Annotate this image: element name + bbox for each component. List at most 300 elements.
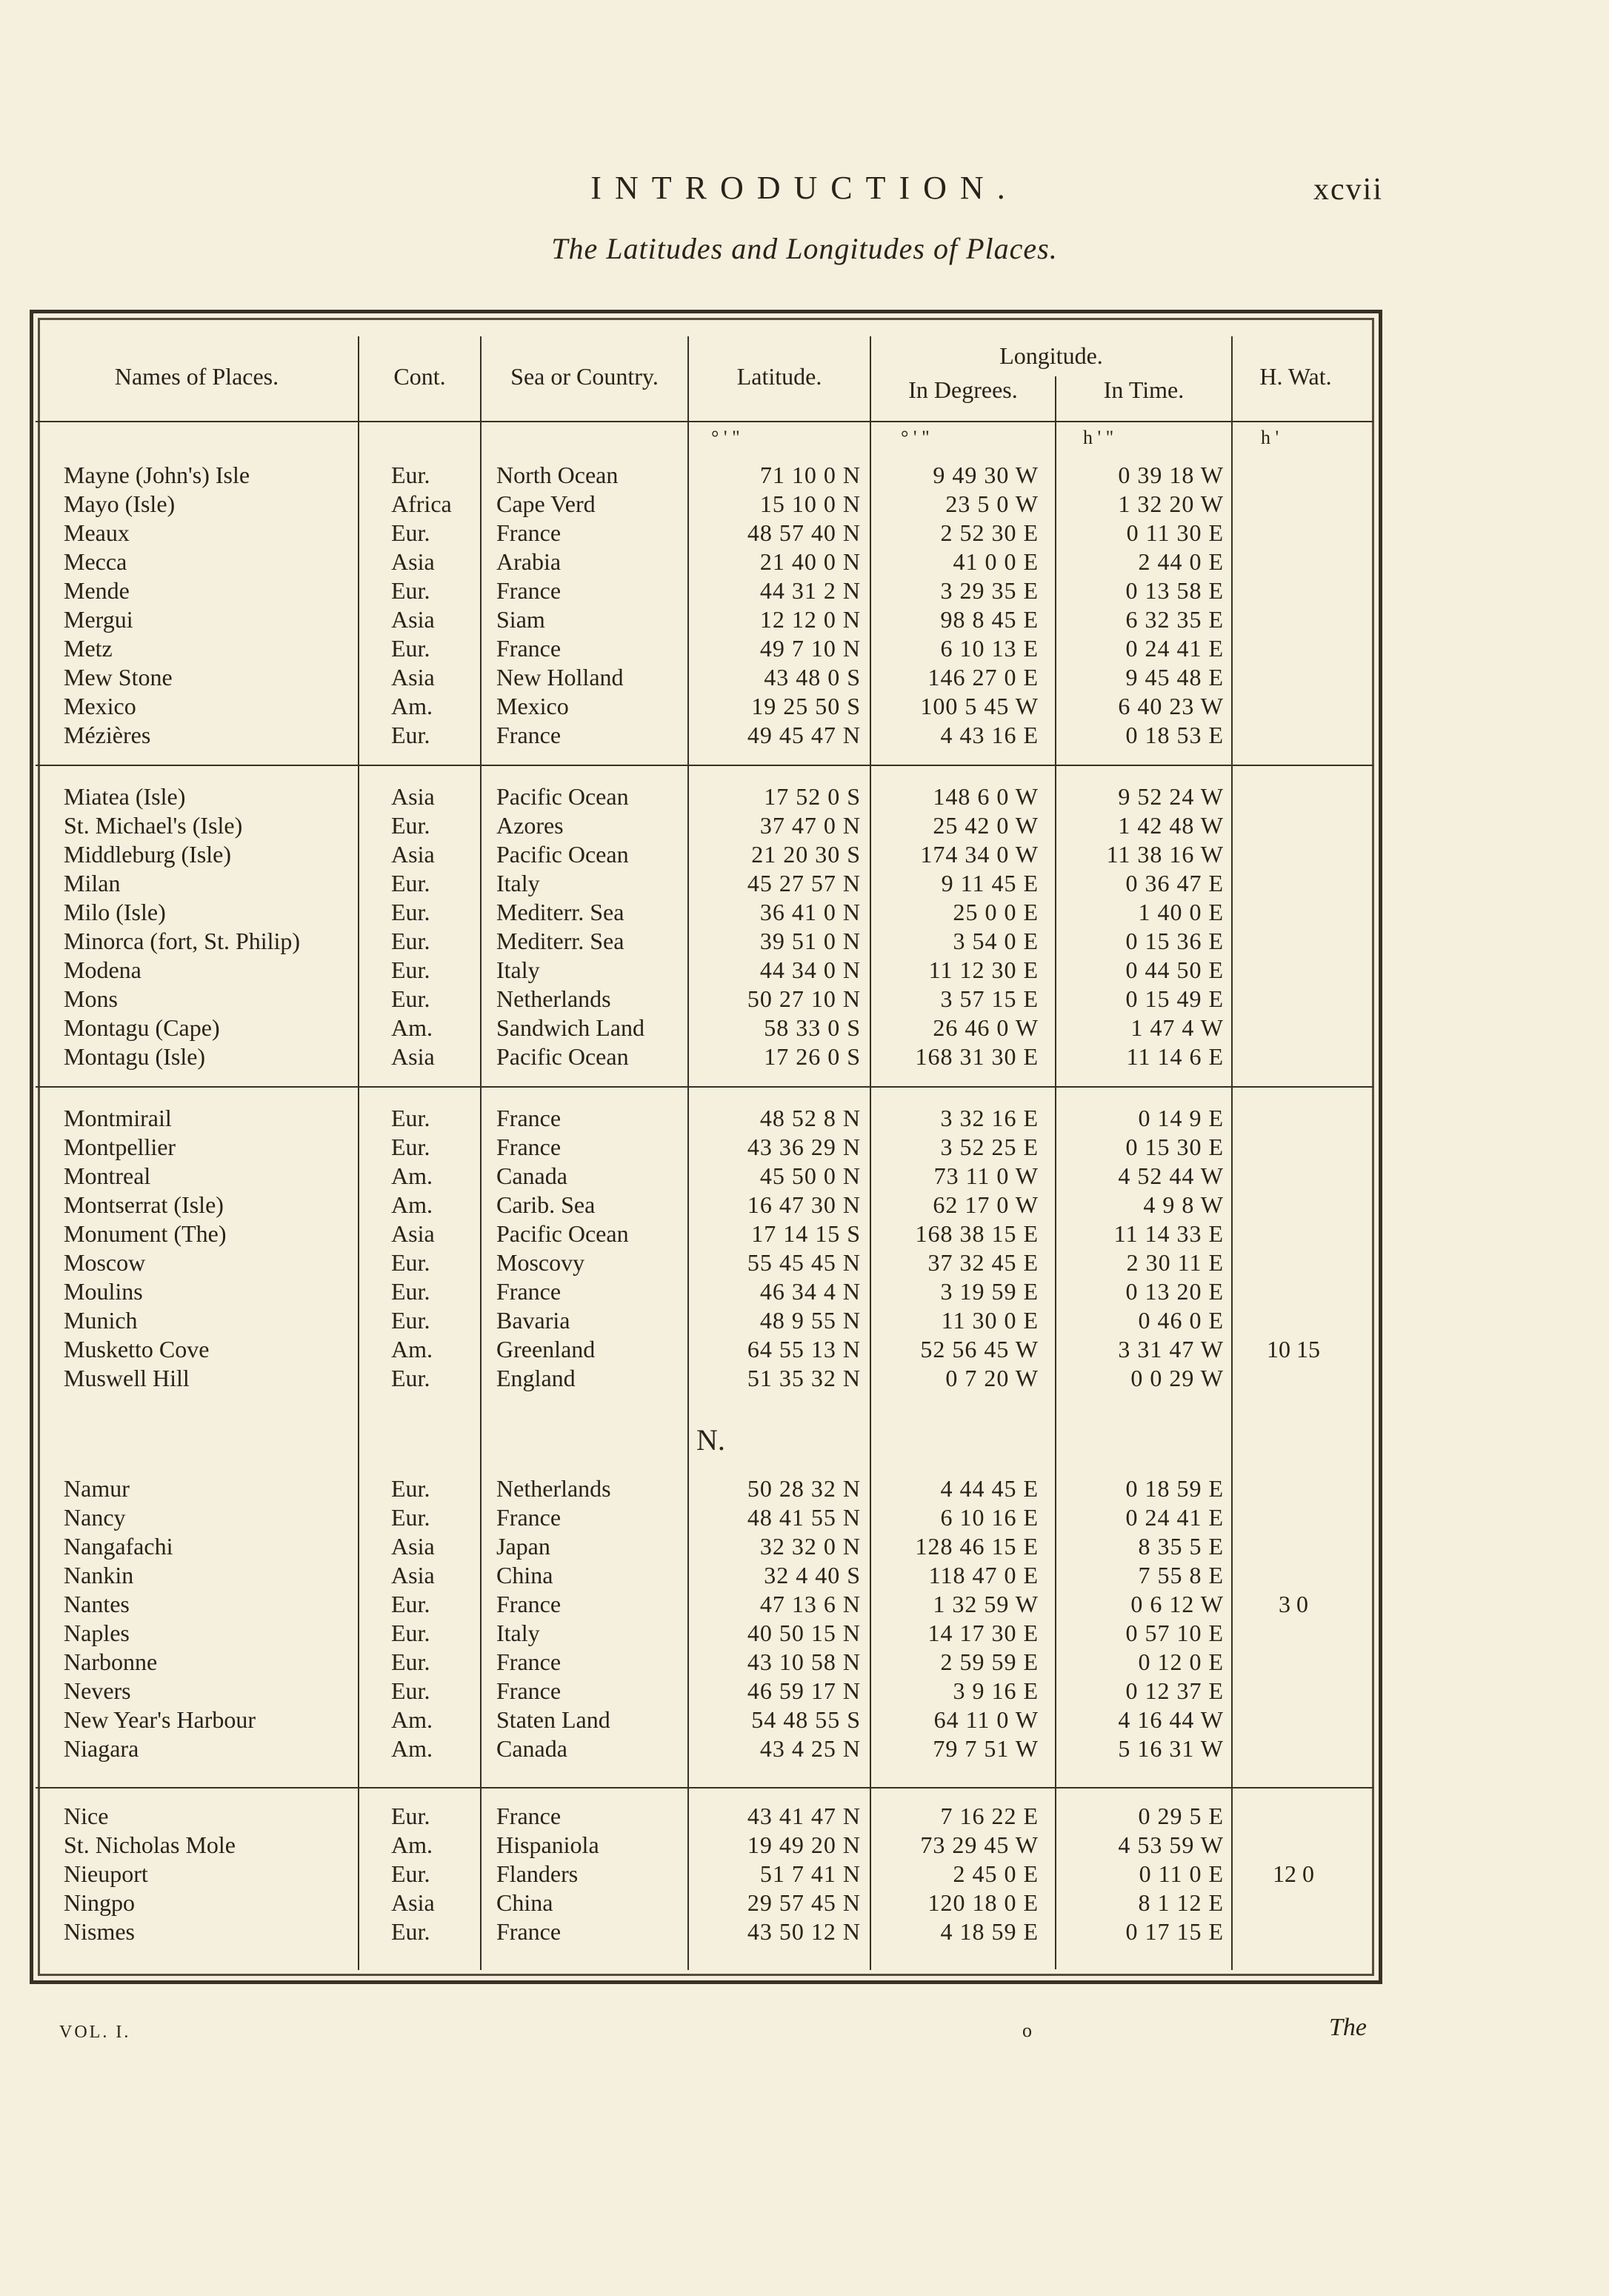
- table-row: [0, 898, 1609, 927]
- cell-sea: Netherlands: [496, 985, 611, 1012]
- cell-lon: 26 46 0 W: [933, 1014, 1039, 1041]
- cell-time: 1 32 20 W: [1118, 490, 1224, 517]
- cell-time: 0 13 58 E: [1125, 577, 1224, 604]
- cell-time: 0 6 12 W: [1130, 1591, 1224, 1617]
- cell-time: 3 31 47 W: [1118, 1336, 1224, 1362]
- cell-cont: Eur.: [391, 1475, 430, 1502]
- signature-mark: o: [1022, 2020, 1032, 2041]
- cell-lon: 25 0 0 E: [953, 899, 1039, 925]
- cell-lat: 32 4 40 S: [764, 1562, 861, 1588]
- cell-time: 1 42 48 W: [1118, 812, 1224, 839]
- cell-time: 0 15 49 E: [1125, 985, 1224, 1012]
- col-head-lon-degrees: In Degrees.: [908, 376, 1018, 403]
- cell-sea: New Holland: [496, 664, 624, 691]
- cell-cont: Asia: [391, 1889, 435, 1916]
- table-row: [0, 605, 1609, 634]
- cell-time: 1 47 4 W: [1130, 1014, 1224, 1041]
- cell-name: Montagu (Cape): [64, 1014, 220, 1041]
- cell-time: 0 29 5 E: [1138, 1803, 1224, 1829]
- cell-cont: Eur.: [391, 1365, 430, 1391]
- cell-cont: Am.: [391, 1706, 433, 1733]
- cell-sea: France: [496, 1918, 562, 1945]
- cell-lon: 120 18 0 E: [927, 1889, 1039, 1916]
- cell-time: 0 36 47 E: [1125, 870, 1224, 896]
- cell-sea: France: [496, 1278, 562, 1305]
- cell-name: Namur: [64, 1475, 130, 1502]
- cell-sea: Siam: [496, 606, 545, 633]
- cell-cont: Asia: [391, 1533, 435, 1560]
- cell-lat: 21 40 0 N: [759, 548, 861, 575]
- cell-lon: 3 52 25 E: [940, 1134, 1039, 1160]
- section-letter: N.: [696, 1423, 725, 1457]
- cell-time: 11 14 6 E: [1126, 1043, 1224, 1070]
- cell-hw: 3 0: [1279, 1591, 1308, 1617]
- cell-name: Minorca (fort, St. Philip): [64, 928, 301, 954]
- table-row: [0, 1014, 1609, 1042]
- cell-lon: 9 11 45 E: [941, 870, 1039, 896]
- cell-cont: Asia: [391, 606, 435, 633]
- cell-lon: 64 11 0 W: [933, 1706, 1039, 1733]
- cell-sea: France: [496, 635, 562, 662]
- cell-cont: Eur.: [391, 635, 430, 662]
- table-row: [0, 956, 1609, 985]
- cell-time: 0 0 29 W: [1130, 1365, 1224, 1391]
- cell-cont: Eur.: [391, 1134, 430, 1160]
- table-row: [0, 1860, 1609, 1889]
- cell-lat: 19 25 50 S: [751, 693, 861, 719]
- cell-lon: 9 49 30 W: [933, 462, 1039, 488]
- cell-lat: 71 10 0 N: [759, 462, 861, 488]
- cell-cont: Eur.: [391, 1278, 430, 1305]
- cell-lat: 17 14 15 S: [751, 1220, 861, 1247]
- cell-sea: North Ocean: [496, 462, 619, 488]
- cell-cont: Am.: [391, 693, 433, 719]
- cell-sea: Netherlands: [496, 1475, 611, 1502]
- cell-cont: Eur.: [391, 722, 430, 748]
- cell-cont: Eur.: [391, 899, 430, 925]
- cell-name: Nancy: [64, 1504, 126, 1531]
- cell-lon: 11 30 0 E: [941, 1307, 1039, 1334]
- cell-lon: 14 17 30 E: [927, 1620, 1039, 1646]
- cell-lat: 44 31 2 N: [759, 577, 861, 604]
- cell-time: 6 40 23 W: [1118, 693, 1224, 719]
- cell-cont: Eur.: [391, 1860, 430, 1887]
- cell-lat: 51 7 41 N: [759, 1860, 861, 1887]
- cell-sea: Sandwich Land: [496, 1014, 644, 1041]
- cell-name: Niagara: [64, 1735, 139, 1762]
- cell-time: 8 35 5 E: [1138, 1533, 1224, 1560]
- cell-lon: 3 32 16 E: [940, 1105, 1039, 1131]
- page-number: xcvii: [1313, 173, 1383, 207]
- col-head-lat: Latitude.: [736, 363, 822, 390]
- col-head-high-water: H. Wat.: [1259, 363, 1332, 390]
- table-row: [0, 1104, 1609, 1133]
- cell-cont: Africa: [391, 490, 452, 517]
- cell-name: Milan: [64, 870, 121, 896]
- table-row: [0, 1590, 1609, 1619]
- cell-time: 4 53 59 W: [1118, 1831, 1224, 1858]
- cell-lat: 19 49 20 N: [747, 1831, 861, 1858]
- cell-name: Montpellier: [64, 1134, 176, 1160]
- cell-time: 0 57 10 E: [1125, 1620, 1224, 1646]
- cell-cont: Asia: [391, 841, 435, 868]
- table-row: [0, 1162, 1609, 1191]
- cell-lon: 174 34 0 W: [920, 841, 1039, 868]
- cell-lat: 43 41 47 N: [747, 1803, 861, 1829]
- cell-sea: France: [496, 1591, 562, 1617]
- table-row: [0, 576, 1609, 605]
- cell-name: Ningpo: [64, 1889, 135, 1916]
- table-row: [0, 1248, 1609, 1277]
- table-row: [0, 1831, 1609, 1860]
- cell-time: 0 13 20 E: [1125, 1278, 1224, 1305]
- cell-lon: 168 38 15 E: [915, 1220, 1039, 1247]
- cell-time: 0 11 0 E: [1139, 1860, 1224, 1887]
- cell-lat: 16 47 30 N: [747, 1191, 861, 1218]
- lat-unit-marks: ° ' ": [711, 427, 740, 448]
- cell-lon: 23 5 0 W: [945, 490, 1039, 517]
- cell-cont: Eur.: [391, 1249, 430, 1276]
- cell-lat: 48 52 8 N: [759, 1105, 861, 1131]
- cell-cont: Am.: [391, 1735, 433, 1762]
- cell-lon: 1 32 59 W: [933, 1591, 1039, 1617]
- cell-lat: 15 10 0 N: [759, 490, 861, 517]
- table-row: [0, 1619, 1609, 1648]
- cell-lat: 17 26 0 S: [764, 1043, 861, 1070]
- cell-lat: 49 45 47 N: [747, 722, 861, 748]
- table-row: [0, 1677, 1609, 1706]
- cell-sea: Pacific Ocean: [496, 841, 629, 868]
- cell-name: Mexico: [64, 693, 136, 719]
- cell-lon: 6 10 16 E: [940, 1504, 1039, 1531]
- cell-sea: China: [496, 1889, 553, 1916]
- cell-sea: Staten Land: [496, 1706, 610, 1733]
- cell-lat: 50 27 10 N: [747, 985, 861, 1012]
- cell-sea: Mexico: [496, 693, 569, 719]
- cell-time: 0 15 30 E: [1125, 1134, 1224, 1160]
- cell-name: Moscow: [64, 1249, 146, 1276]
- cell-time: 7 55 8 E: [1138, 1562, 1224, 1588]
- cell-sea: France: [496, 519, 562, 546]
- cell-time: 0 12 37 E: [1125, 1677, 1224, 1704]
- cell-lon: 73 11 0 W: [933, 1162, 1039, 1189]
- cell-lat: 29 57 45 N: [747, 1889, 861, 1916]
- cell-lon: 0 7 20 W: [945, 1365, 1039, 1391]
- cell-sea: Japan: [496, 1533, 550, 1560]
- cell-name: New Year's Harbour: [64, 1706, 256, 1733]
- cell-sea: Canada: [496, 1162, 567, 1189]
- cell-lon: 52 56 45 W: [920, 1336, 1039, 1362]
- cell-lon: 118 47 0 E: [928, 1562, 1039, 1588]
- cell-cont: Eur.: [391, 577, 430, 604]
- cell-cont: Am.: [391, 1336, 433, 1362]
- cell-sea: Pacific Ocean: [496, 1220, 629, 1247]
- cell-lat: 37 47 0 N: [759, 812, 861, 839]
- cell-lat: 44 34 0 N: [759, 956, 861, 983]
- cell-time: 9 52 24 W: [1118, 783, 1224, 810]
- cell-name: Middleburg (Isle): [64, 841, 232, 868]
- table-caption: The Latitudes and Longitudes of Places.: [551, 232, 1058, 265]
- cell-sea: Mediterr. Sea: [496, 899, 624, 925]
- cell-lon: 3 29 35 E: [940, 577, 1039, 604]
- table-row: [0, 985, 1609, 1014]
- cell-name: Mézières: [64, 722, 151, 748]
- cell-sea: France: [496, 1504, 562, 1531]
- table-row: [0, 840, 1609, 869]
- table-row: [0, 1306, 1609, 1335]
- cell-name: Moulins: [64, 1278, 143, 1305]
- table-row: [0, 1889, 1609, 1917]
- cell-sea: France: [496, 1134, 562, 1160]
- cell-lon: 6 10 13 E: [940, 635, 1039, 662]
- cell-lon: 4 43 16 E: [940, 722, 1039, 748]
- cell-lat: 43 10 58 N: [747, 1648, 861, 1675]
- cell-lat: 12 12 0 N: [759, 606, 861, 633]
- volume-mark: VOL. I.: [59, 2023, 131, 2042]
- cell-lon: 11 12 30 E: [928, 956, 1039, 983]
- cell-lon: 2 52 30 E: [940, 519, 1039, 546]
- table-row: [0, 1364, 1609, 1393]
- cell-sea: France: [496, 722, 562, 748]
- cell-cont: Eur.: [391, 1307, 430, 1334]
- cell-lon: 3 19 59 E: [940, 1278, 1039, 1305]
- cell-lat: 21 20 30 S: [751, 841, 861, 868]
- cell-lat: 43 50 12 N: [747, 1918, 861, 1945]
- cell-name: Miatea (Isle): [64, 783, 186, 810]
- time-unit-marks: h ' ": [1083, 427, 1114, 448]
- cell-sea: Italy: [496, 1620, 540, 1646]
- cell-cont: Eur.: [391, 956, 430, 983]
- cell-sea: Pacific Ocean: [496, 1043, 629, 1070]
- cell-lat: 39 51 0 N: [759, 928, 861, 954]
- cell-cont: Eur.: [391, 1648, 430, 1675]
- cell-lon: 73 29 45 W: [920, 1831, 1039, 1858]
- cell-time: 0 12 0 E: [1138, 1648, 1224, 1675]
- cell-cont: Asia: [391, 1220, 435, 1247]
- cell-lon: 4 18 59 E: [940, 1918, 1039, 1945]
- table-row: [0, 1474, 1609, 1503]
- cell-sea: China: [496, 1562, 553, 1588]
- cell-sea: Canada: [496, 1735, 567, 1762]
- lon-unit-marks: ° ' ": [901, 427, 930, 448]
- catchword: The: [1329, 2014, 1367, 2041]
- table-row: [0, 1335, 1609, 1364]
- cell-hw: 10 15: [1267, 1336, 1320, 1362]
- cell-name: Mende: [64, 577, 130, 604]
- cell-sea: Azores: [496, 812, 564, 839]
- cell-sea: France: [496, 577, 562, 604]
- table-row: [0, 461, 1609, 490]
- cell-sea: Carib. Sea: [496, 1191, 596, 1218]
- col-head-cont: Cont.: [393, 363, 446, 390]
- cell-lon: 2 59 59 E: [940, 1648, 1039, 1675]
- cell-lon: 168 31 30 E: [915, 1043, 1039, 1070]
- cell-cont: Eur.: [391, 519, 430, 546]
- cell-lon: 146 27 0 E: [927, 664, 1039, 691]
- cell-name: Montagu (Isle): [64, 1043, 206, 1070]
- table-row: [0, 1219, 1609, 1248]
- cell-lat: 47 13 6 N: [759, 1591, 861, 1617]
- cell-time: 4 52 44 W: [1118, 1162, 1224, 1189]
- cell-name: Montreal: [64, 1162, 151, 1189]
- cell-cont: Asia: [391, 664, 435, 691]
- table-row: [0, 490, 1609, 519]
- cell-cont: Eur.: [391, 1591, 430, 1617]
- cell-lat: 64 55 13 N: [747, 1336, 861, 1362]
- cell-sea: Moscovy: [496, 1249, 585, 1276]
- table-row: [0, 1191, 1609, 1219]
- col-head-name: Names of Places.: [114, 363, 279, 390]
- cell-lon: 3 54 0 E: [953, 928, 1039, 954]
- cell-name: Milo (Isle): [64, 899, 166, 925]
- cell-time: 11 14 33 E: [1113, 1220, 1224, 1247]
- cell-name: Munich: [64, 1307, 138, 1334]
- cell-lat: 54 48 55 S: [751, 1706, 861, 1733]
- cell-time: 11 38 16 W: [1106, 841, 1224, 868]
- cell-lat: 50 28 32 N: [747, 1475, 861, 1502]
- cell-lon: 62 17 0 W: [933, 1191, 1039, 1218]
- cell-lat: 43 36 29 N: [747, 1134, 861, 1160]
- cell-sea: France: [496, 1648, 562, 1675]
- cell-time: 9 45 48 E: [1125, 664, 1224, 691]
- cell-sea: Hispaniola: [496, 1831, 599, 1858]
- cell-sea: England: [496, 1365, 576, 1391]
- cell-lon: 41 0 0 E: [953, 548, 1039, 575]
- cell-name: Nankin: [64, 1562, 134, 1588]
- cell-lat: 48 57 40 N: [747, 519, 861, 546]
- cell-sea: France: [496, 1803, 562, 1829]
- cell-lon: 148 6 0 W: [933, 783, 1039, 810]
- running-title: INTRODUCTION.: [590, 170, 1019, 206]
- cell-name: Muswell Hill: [64, 1365, 190, 1391]
- cell-name: Nevers: [64, 1677, 131, 1704]
- table-row: [0, 1561, 1609, 1590]
- table-row: [0, 663, 1609, 692]
- table-row: [0, 1802, 1609, 1831]
- cell-lat: 43 4 25 N: [759, 1735, 861, 1762]
- cell-hw: 12 0: [1273, 1860, 1314, 1887]
- cell-time: 0 14 9 E: [1138, 1105, 1224, 1131]
- cell-name: Mayo (Isle): [64, 490, 176, 517]
- cell-name: Metz: [64, 635, 113, 662]
- col-head-sea: Sea or Country.: [510, 363, 659, 390]
- cell-lon: 25 42 0 W: [933, 812, 1039, 839]
- cell-time: 2 44 0 E: [1138, 548, 1224, 575]
- cell-name: Montmirail: [64, 1105, 172, 1131]
- table-row: [0, 548, 1609, 576]
- cell-name: Mergui: [64, 606, 133, 633]
- cell-cont: Eur.: [391, 870, 430, 896]
- cell-lat: 17 52 0 S: [764, 783, 861, 810]
- cell-lat: 40 50 15 N: [747, 1620, 861, 1646]
- cell-sea: Italy: [496, 956, 540, 983]
- cell-sea: France: [496, 1105, 562, 1131]
- cell-lat: 55 45 45 N: [747, 1249, 861, 1276]
- cell-name: Nangafachi: [64, 1533, 173, 1560]
- cell-lon: 4 44 45 E: [940, 1475, 1039, 1502]
- cell-time: 8 1 12 E: [1138, 1889, 1224, 1916]
- table-row: [0, 519, 1609, 548]
- cell-name: Nismes: [64, 1918, 135, 1945]
- cell-lat: 43 48 0 S: [764, 664, 861, 691]
- cell-lon: 3 57 15 E: [940, 985, 1039, 1012]
- cell-cont: Asia: [391, 548, 435, 575]
- cell-name: Modena: [64, 956, 141, 983]
- cell-lon: 98 8 45 E: [940, 606, 1039, 633]
- cell-name: Monument (The): [64, 1220, 227, 1247]
- cell-cont: Asia: [391, 1043, 435, 1070]
- cell-name: Nantes: [64, 1591, 130, 1617]
- table-row: [0, 1042, 1609, 1071]
- cell-time: 0 18 53 E: [1125, 722, 1224, 748]
- cell-lat: 32 32 0 N: [759, 1533, 861, 1560]
- cell-name: Montserrat (Isle): [64, 1191, 224, 1218]
- cell-name: Mons: [64, 985, 118, 1012]
- cell-cont: Eur.: [391, 1803, 430, 1829]
- table-row: [0, 1917, 1609, 1946]
- cell-lat: 36 41 0 N: [759, 899, 861, 925]
- cell-cont: Asia: [391, 1562, 435, 1588]
- table-row: [0, 782, 1609, 811]
- cell-time: 4 9 8 W: [1143, 1191, 1224, 1218]
- cell-cont: Eur.: [391, 985, 430, 1012]
- cell-name: Nice: [64, 1803, 109, 1829]
- col-head-lon-time: In Time.: [1103, 376, 1185, 403]
- cell-sea: Arabia: [496, 548, 562, 575]
- cell-lon: 2 45 0 E: [953, 1860, 1039, 1887]
- table-row: [0, 1734, 1609, 1763]
- cell-lon: 100 5 45 W: [920, 693, 1039, 719]
- cell-cont: Eur.: [391, 1620, 430, 1646]
- cell-time: 0 15 36 E: [1125, 928, 1224, 954]
- cell-lat: 45 50 0 N: [759, 1162, 861, 1189]
- cell-lat: 49 7 10 N: [759, 635, 861, 662]
- cell-sea: Pacific Ocean: [496, 783, 629, 810]
- col-head-longitude: Longitude.: [999, 342, 1103, 369]
- cell-name: Naples: [64, 1620, 130, 1646]
- table-row: [0, 1532, 1609, 1561]
- table-row: [0, 1133, 1609, 1162]
- cell-cont: Eur.: [391, 1504, 430, 1531]
- cell-name: St. Michael's (Isle): [64, 812, 243, 839]
- cell-lat: 46 34 4 N: [759, 1278, 861, 1305]
- cell-lon: 79 7 51 W: [933, 1735, 1039, 1762]
- cell-name: Mayne (John's) Isle: [64, 462, 250, 488]
- cell-time: 1 40 0 E: [1138, 899, 1224, 925]
- cell-name: Musketto Cove: [64, 1336, 210, 1362]
- table-row: [0, 634, 1609, 663]
- cell-lon: 37 32 45 E: [927, 1249, 1039, 1276]
- cell-lon: 7 16 22 E: [940, 1803, 1039, 1829]
- cell-cont: Eur.: [391, 462, 430, 488]
- cell-cont: Am.: [391, 1162, 433, 1189]
- cell-name: Narbonne: [64, 1648, 158, 1675]
- table-row: [0, 1277, 1609, 1306]
- table-row: [0, 692, 1609, 721]
- cell-time: 4 16 44 W: [1118, 1706, 1224, 1733]
- table-row: [0, 1503, 1609, 1532]
- hw-unit-marks: h ': [1261, 427, 1279, 448]
- table-row: [0, 927, 1609, 956]
- cell-cont: Asia: [391, 783, 435, 810]
- cell-time: 0 24 41 E: [1125, 1504, 1224, 1531]
- cell-lat: 58 33 0 S: [764, 1014, 861, 1041]
- table-row: [0, 721, 1609, 750]
- cell-name: Nieuport: [64, 1860, 148, 1887]
- cell-time: 0 44 50 E: [1125, 956, 1224, 983]
- cell-sea: Mediterr. Sea: [496, 928, 624, 954]
- cell-sea: Cape Verd: [496, 490, 596, 517]
